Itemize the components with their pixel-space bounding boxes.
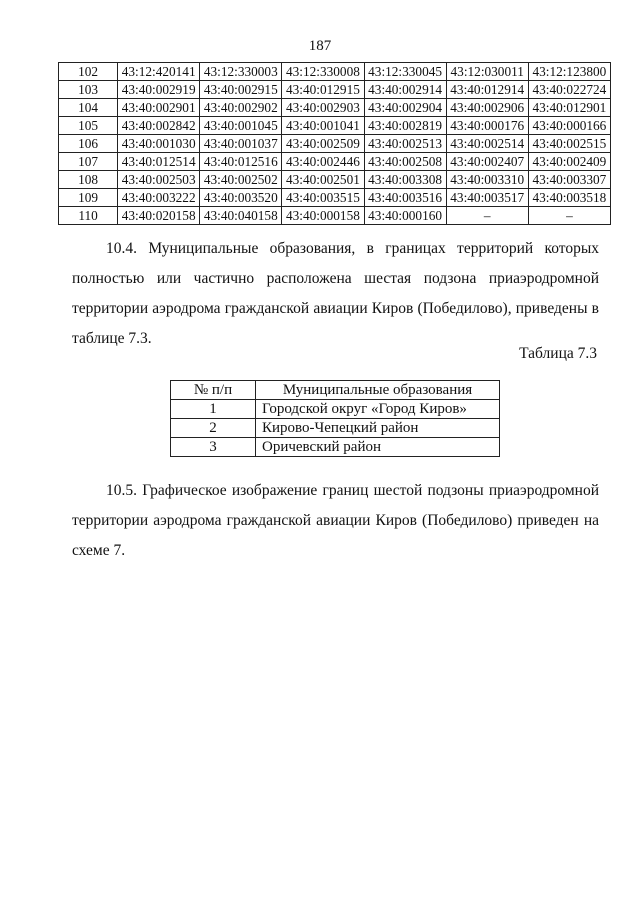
cadastral-code-cell: 43:40:002513 [364,135,446,153]
paragraph-10-5-text: 10.5. Графическое изображение границ шестой подзоны приаэродромной территории аэродрома гражданской авиации Киров (Победилово) приведен на схеме 7. [72,482,599,559]
header-number: № п/п [171,381,256,400]
cadastral-code-cell: 43:40:002509 [282,135,364,153]
row-number-cell: 2 [171,419,256,438]
table-header-row [171,381,500,400]
table-row [59,171,611,189]
cadastral-code-cell: 43:40:002914 [364,81,446,99]
table-row [59,189,611,207]
cadastral-code-cell: 43:40:012901 [528,99,610,117]
cadastral-code-cell: 43:40:002919 [118,81,200,99]
cadastral-code-cell: 43:12:330003 [200,63,282,81]
cadastral-code-cell: 43:12:420141 [118,63,200,81]
cadastral-code-cell: 43:40:003520 [200,189,282,207]
cadastral-code-cell: 43:40:020158 [118,207,200,225]
cadastral-code-cell: 43:40:003222 [118,189,200,207]
row-number-cell: 105 [59,117,118,135]
municipality-name-cell: Оричевский район [256,438,500,457]
row-number-cell: 106 [59,135,118,153]
cadastral-code-cell: 43:40:001037 [200,135,282,153]
cadastral-code-cell: 43:40:001041 [282,117,364,135]
cadastral-code-cell: 43:40:022724 [528,81,610,99]
cadastral-code-cell: 43:40:002502 [200,171,282,189]
cadastral-code-cell: 43:12:330008 [282,63,364,81]
municipalities-table [170,380,500,457]
cadastral-code-cell: 43:40:012514 [118,153,200,171]
cadastral-code-cell: 43:12:030011 [446,63,528,81]
paragraph-10-4 [72,234,599,354]
cadastral-code-cell: 43:40:003310 [446,171,528,189]
cadastral-code-cell: 43:40:003516 [364,189,446,207]
cadastral-code-cell: 43:40:002915 [200,81,282,99]
row-number-cell: 110 [59,207,118,225]
table-row [171,400,500,419]
table-row [59,207,611,225]
table-row [171,438,500,457]
cadastral-code-cell: 43:40:040158 [200,207,282,225]
cadastral-code-cell: 43:40:001030 [118,135,200,153]
cadastral-code-cell: 43:40:000176 [446,117,528,135]
paragraph-10-5 [72,476,599,566]
cadastral-code-cell: 43:40:003515 [282,189,364,207]
cadastral-code-cell: 43:40:002903 [282,99,364,117]
cadastral-code-cell: 43:40:000158 [282,207,364,225]
cadastral-code-cell: 43:40:000160 [364,207,446,225]
cadastral-code-cell: 43:40:002842 [118,117,200,135]
cadastral-code-cell: 43:40:002515 [528,135,610,153]
table-row [59,63,611,81]
cadastral-code-cell: 43:40:002901 [118,99,200,117]
table-row [59,153,611,171]
cadastral-code-cell: 43:40:000166 [528,117,610,135]
page-number: 187 [308,38,332,54]
cadastral-codes-table [58,62,611,225]
cadastral-code-cell: 43:40:012516 [200,153,282,171]
row-number-cell: 108 [59,171,118,189]
cadastral-code-cell: 43:40:002446 [282,153,364,171]
cadastral-code-cell: 43:40:002902 [200,99,282,117]
municipality-name-cell: Кирово-Чепецкий район [256,419,500,438]
table-row [59,117,611,135]
row-number-cell: 102 [59,63,118,81]
cadastral-code-cell: – [446,207,528,225]
cadastral-code-cell: 43:40:002819 [364,117,446,135]
row-number-cell: 109 [59,189,118,207]
cadastral-code-cell: 43:40:003517 [446,189,528,207]
row-number-cell: 104 [59,99,118,117]
table-caption: Таблица 7.3 [519,345,597,362]
cadastral-code-cell: 43:40:003307 [528,171,610,189]
row-number-cell: 103 [59,81,118,99]
municipality-name-cell: Городской округ «Город Киров» [256,400,500,419]
table-row [59,99,611,117]
header-municipalities: Муниципальные образования [256,381,500,400]
row-number-cell: 3 [171,438,256,457]
cadastral-code-cell: 43:40:002508 [364,153,446,171]
cadastral-code-cell: 43:40:003518 [528,189,610,207]
cadastral-code-cell: – [528,207,610,225]
cadastral-code-cell: 43:40:002407 [446,153,528,171]
row-number-cell: 1 [171,400,256,419]
cadastral-code-cell: 43:40:002501 [282,171,364,189]
cadastral-code-cell: 43:40:002514 [446,135,528,153]
cadastral-code-cell: 43:40:002904 [364,99,446,117]
table-row [59,81,611,99]
cadastral-code-cell: 43:12:330045 [364,63,446,81]
cadastral-code-cell: 43:40:002906 [446,99,528,117]
cadastral-code-cell: 43:40:003308 [364,171,446,189]
cadastral-code-cell: 43:40:002409 [528,153,610,171]
row-number-cell: 107 [59,153,118,171]
paragraph-10-4-text: 10.4. Муниципальные образования, в границах территорий которых полностью или частично расположена шестая подзона приаэродромной территории аэродрома гражданской авиации Киров (Победилово), приведены в таблице 7.3. [72,240,599,347]
cadastral-code-cell: 43:40:012914 [446,81,528,99]
cadastral-code-cell: 43:40:012915 [282,81,364,99]
cadastral-code-cell: 43:40:001045 [200,117,282,135]
table-row [171,419,500,438]
cadastral-code-cell: 43:40:002503 [118,171,200,189]
cadastral-code-cell: 43:12:123800 [528,63,610,81]
table-row [59,135,611,153]
